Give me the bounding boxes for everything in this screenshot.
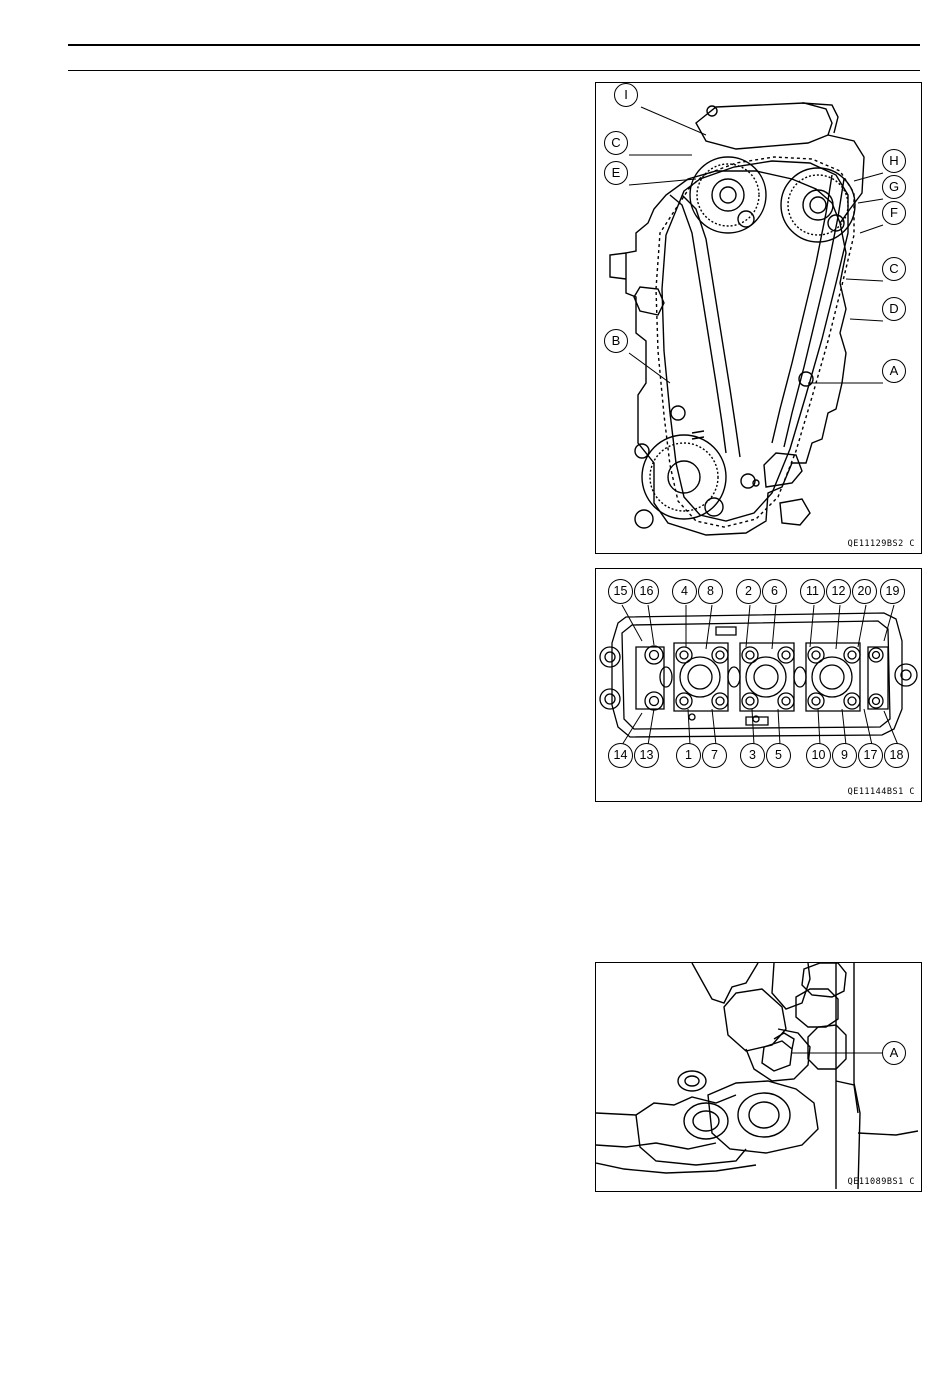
camshaft-detail-illustration <box>596 963 919 1189</box>
callout-C-top: C <box>604 131 628 155</box>
callout-16: 16 <box>634 579 659 604</box>
callout-A-detail: A <box>882 1041 906 1065</box>
callout-7: 7 <box>702 743 727 768</box>
callout-C-right: C <box>882 257 906 281</box>
callout-1: 1 <box>676 743 701 768</box>
callout-A: A <box>882 359 906 383</box>
callout-8: 8 <box>698 579 723 604</box>
callout-15: 15 <box>608 579 633 604</box>
figure-camshaft-detail <box>595 962 922 1192</box>
callout-17: 17 <box>858 743 883 768</box>
callout-6: 6 <box>762 579 787 604</box>
figure-timing-chain <box>595 82 922 554</box>
callout-D: D <box>882 297 906 321</box>
callout-11: 11 <box>800 579 825 604</box>
header-rule-top <box>68 44 920 46</box>
timing-chain-illustration <box>596 83 919 551</box>
callout-9: 9 <box>832 743 857 768</box>
callout-E: E <box>604 161 628 185</box>
callout-G: G <box>882 175 906 199</box>
callout-10: 10 <box>806 743 831 768</box>
callout-B: B <box>604 329 628 353</box>
callout-13: 13 <box>634 743 659 768</box>
callout-18: 18 <box>884 743 909 768</box>
header-rule-bottom <box>68 70 920 71</box>
figure-code-3: QE11089BS1 C <box>847 1177 915 1187</box>
callout-F: F <box>882 201 906 225</box>
callout-3: 3 <box>740 743 765 768</box>
callout-20: 20 <box>852 579 877 604</box>
callout-14: 14 <box>608 743 633 768</box>
callout-2: 2 <box>736 579 761 604</box>
callout-H: H <box>882 149 906 173</box>
callout-5: 5 <box>766 743 791 768</box>
figure-code-2: QE11144BS1 C <box>847 787 915 797</box>
figure-code-1: QE11129BS2 C <box>847 539 915 549</box>
callout-19: 19 <box>880 579 905 604</box>
callout-4: 4 <box>672 579 697 604</box>
callout-I: I <box>614 83 638 107</box>
callout-12: 12 <box>826 579 851 604</box>
figure-cylinder-head-bolts <box>595 568 922 802</box>
